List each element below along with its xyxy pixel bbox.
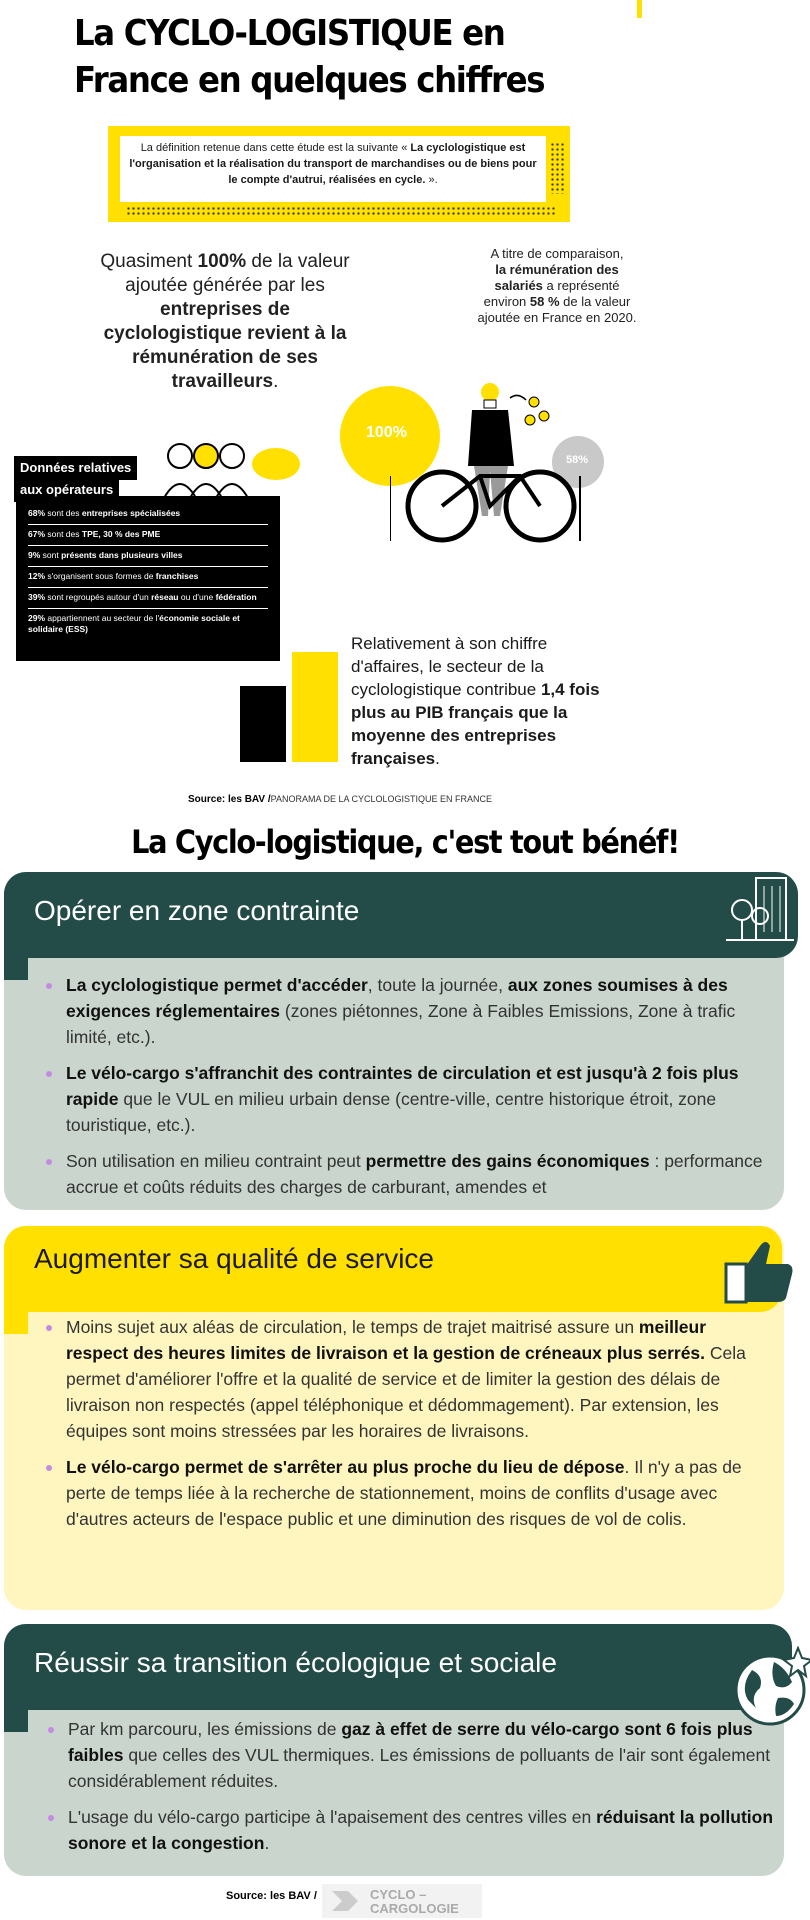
operateur-item-b3: fédération: [215, 592, 257, 602]
source-line-2: Source: les BAV /: [226, 1890, 317, 1902]
section-list: [42, 1314, 772, 1542]
section-heading: Augmenter sa qualité de service: [34, 1243, 434, 1274]
comparaison-text: [474, 246, 640, 326]
valeur-ajoutee-text: [90, 250, 360, 394]
operateur-item: [28, 567, 268, 588]
va-b2: entreprises de cyclologistique revient à la rémunération de ses travailleurs: [103, 299, 347, 392]
section-bullet-item: [42, 1454, 772, 1532]
operateur-item-t2: ou d'une: [178, 592, 216, 602]
section-zone-contrainte: [4, 872, 784, 1210]
definition-bold: La cyclologistique est l'organisation et la réalisation du transport de marchandises ou de biens pour le compte d'autrui, réalisées en cycle.: [129, 142, 537, 186]
bullet-t2: .: [264, 1833, 270, 1853]
operateur-item-b1: 9%: [28, 550, 41, 560]
bullet-b2: permettre des gains économiques: [365, 1151, 650, 1171]
source1-prefix: Source: les BAV /: [188, 794, 271, 805]
operateurs-heading-line1: Données relatives: [14, 456, 137, 480]
operateur-item-b1: 67%: [28, 529, 46, 539]
page-title-line2: France en quelques chiffres: [74, 60, 545, 101]
pib-text: [351, 632, 601, 770]
page-title-line1: La CYCLO-LOGISTIQUE en: [74, 13, 505, 54]
operateurs-heading-line2: aux opérateurs: [14, 478, 119, 502]
pib-b1: 1,4 fois plus au PIB français que la moyenne des entreprises françaises: [351, 680, 600, 768]
va-t2: de la valeur ajoutée générée par les: [125, 251, 350, 296]
city-trees-icon: [722, 872, 798, 948]
operateurs-panel: [16, 496, 280, 661]
source-line-1: [188, 794, 492, 805]
bullet-b2: aux zones soumises à des exigences réglementaires: [66, 975, 728, 1021]
operateur-item-t1: appartiennent au secteur de l': [45, 613, 160, 623]
definition-box: [108, 126, 570, 222]
section-bullet-item: [44, 1716, 774, 1794]
speech-tail: [4, 958, 28, 980]
section-header: [4, 1226, 782, 1312]
bullet-b1: Le vélo-cargo s'affranchit des contraintes de circulation et est jusqu'à 2 fois plus rapide: [66, 1063, 739, 1109]
logo-text: [370, 1888, 459, 1916]
cyclo-cargologie-logo: [322, 1884, 482, 1918]
dot-pattern: [550, 142, 564, 194]
bullet-t1: Son utilisation en milieu contraint peut: [66, 1151, 366, 1171]
speech-tail: [4, 1312, 28, 1334]
section-list: [44, 1716, 774, 1866]
section-transition-ecologique: [4, 1624, 784, 1876]
circle-100-label: 100%: [366, 424, 407, 441]
operateur-item-b2: TPE, 30 % des PME: [81, 529, 161, 539]
bullet-t1: L'usage du vélo-cargo participe à l'apaisement des centres villes en: [68, 1807, 597, 1827]
operateur-item: [28, 525, 268, 546]
page-title: [74, 10, 544, 104]
logo-line2: CARGOLOGIE: [370, 1901, 459, 1916]
section-bullet-item: [42, 1148, 772, 1200]
comp-t2: a représenté environ: [483, 278, 620, 309]
bar-cyclologistique: [292, 652, 338, 762]
operateur-item: [28, 546, 268, 567]
section-header: [4, 1624, 792, 1710]
operateur-item-b1: 12%: [28, 571, 46, 581]
globe-icon: [730, 1646, 810, 1730]
section-heading: Opérer en zone contrainte: [34, 895, 360, 926]
bullet-t2: : performance accrue et coûts réduits des charges de carburant, amendes et: [66, 1151, 763, 1197]
section-bullet-item: [42, 972, 772, 1050]
bullet-b2: meilleur respect des heures limites de livraison et la gestion de créneaux plus serrés.: [66, 1317, 707, 1363]
definition-part2: ».: [425, 174, 438, 186]
circle-58-label: 58%: [566, 454, 589, 466]
team-workers-icon: [156, 434, 300, 500]
operateur-item: [28, 588, 268, 609]
operateur-item: [28, 504, 268, 525]
comp-b2: 58 %: [529, 294, 560, 309]
bullet-t1: , toute la journée,: [367, 975, 508, 995]
bullet-b2: réduisant la pollution sonore et la congestion: [68, 1807, 774, 1853]
operateur-item-b1: 29%: [28, 613, 46, 623]
bullet-t2: Cela permet d'améliorer l'offre et la qualité de service et de limiter la gestion des délais de livraison non respectés (appel téléphonique et dédommagement). Par extension, les équipes sont moins stressées par les horaires de livraisons.: [66, 1343, 746, 1441]
operateur-item-t1: s'organisent sous formes de: [45, 571, 156, 581]
decorative-yellow-tick: [637, 0, 642, 18]
operateur-item-b2: économie sociale et solidaire (ESS): [28, 613, 240, 634]
cargologie-logo-icon: [330, 1889, 360, 1913]
section-bullet-item: [42, 1314, 772, 1444]
definition-part1: La définition retenue dans cette étude est la suivante «: [140, 142, 411, 154]
section-title-benefits: La Cyclo-logistique, c'est tout bénéf!: [131, 823, 679, 861]
section-heading: Réussir sa transition écologique et sociale: [34, 1647, 557, 1678]
bullet-b1: Le vélo-cargo permet de s'arrêter au plus proche du lieu de dépose: [66, 1457, 625, 1477]
operateur-item-t1: sont: [40, 550, 62, 560]
section-list: [42, 972, 772, 1210]
operateur-item-t1: sont des: [45, 508, 82, 518]
operateur-item-t1: sont regroupés autour d'un: [45, 592, 152, 602]
bullet-b1: La cyclologistique permet d'accéder: [66, 975, 368, 995]
comp-b1: la rémunération des salariés: [494, 262, 619, 293]
operateurs-list: [28, 504, 268, 640]
va-t1: Quasiment: [100, 251, 198, 272]
definition-text: [120, 136, 546, 202]
cyclist-illustration-icon: [390, 376, 590, 546]
bar-moyenne-entreprises: [240, 686, 286, 762]
section-qualite-service: [4, 1226, 784, 1610]
operateur-item: [28, 609, 268, 640]
operateur-item-b2: entreprises spécialisées: [81, 508, 181, 518]
bullet-t2: que celles des VUL thermiques. Les émissions de polluants de l'air sont également considérablement réduites.: [68, 1745, 771, 1791]
operateur-item-b2: présents dans plusieurs villes: [61, 550, 183, 560]
operateur-item-b1: 68%: [28, 508, 46, 518]
dot-pattern: [126, 206, 556, 216]
pib-t1: Relativement à son chiffre d'affaires, le secteur de la cyclologistique contribue: [351, 634, 548, 699]
section-bullet-item: [44, 1804, 774, 1856]
operateur-item-b1: 39%: [28, 592, 46, 602]
section-bullet-item: [42, 1060, 772, 1138]
comp-t1: A titre de comparaison,: [490, 246, 624, 261]
va-t3: .: [273, 371, 279, 392]
bullet-t1: . Il n'y a pas de perte de temps liée à la recherche de stationnement, moins de conflits d'usage avec d'autres acteurs de l'espace public et une diminution des risques de vol de colis.: [66, 1457, 742, 1529]
comp-t3: de la valeur ajoutée en France en 2020.: [477, 294, 637, 325]
bullet-t2: (zones piétonnes, Zone à Faibles Emissions, Zone à trafic limité, etc.).: [66, 1001, 736, 1047]
pib-t2: .: [435, 749, 440, 768]
va-b1: 100%: [197, 251, 247, 272]
section-header: [4, 872, 798, 958]
source1-suffix: PANORAMA DE LA CYCLOLOGISTIQUE EN FRANCE: [270, 794, 493, 804]
speech-tail: [4, 1710, 28, 1732]
bullet-t1: Moins sujet aux aléas de circulation, le temps de trajet maitrisé assure un: [66, 1317, 639, 1337]
thumbs-up-icon: [720, 1236, 796, 1306]
logo-line1: CYCLO –: [370, 1887, 427, 1902]
operateur-item-b2: réseau: [151, 592, 179, 602]
operateur-item-b2: franchises: [155, 571, 199, 581]
bullet-b2: gaz à effet de serre du vélo-cargo sont 6 fois plus faibles: [68, 1719, 753, 1765]
bullet-t1: Par km parcouru, les émissions de: [68, 1719, 342, 1739]
operateur-item-t1: sont des: [45, 529, 82, 539]
bullet-t1: que le VUL en milieu urbain dense (centre-ville, centre historique étroit, zone touristique, etc.).: [66, 1089, 717, 1135]
